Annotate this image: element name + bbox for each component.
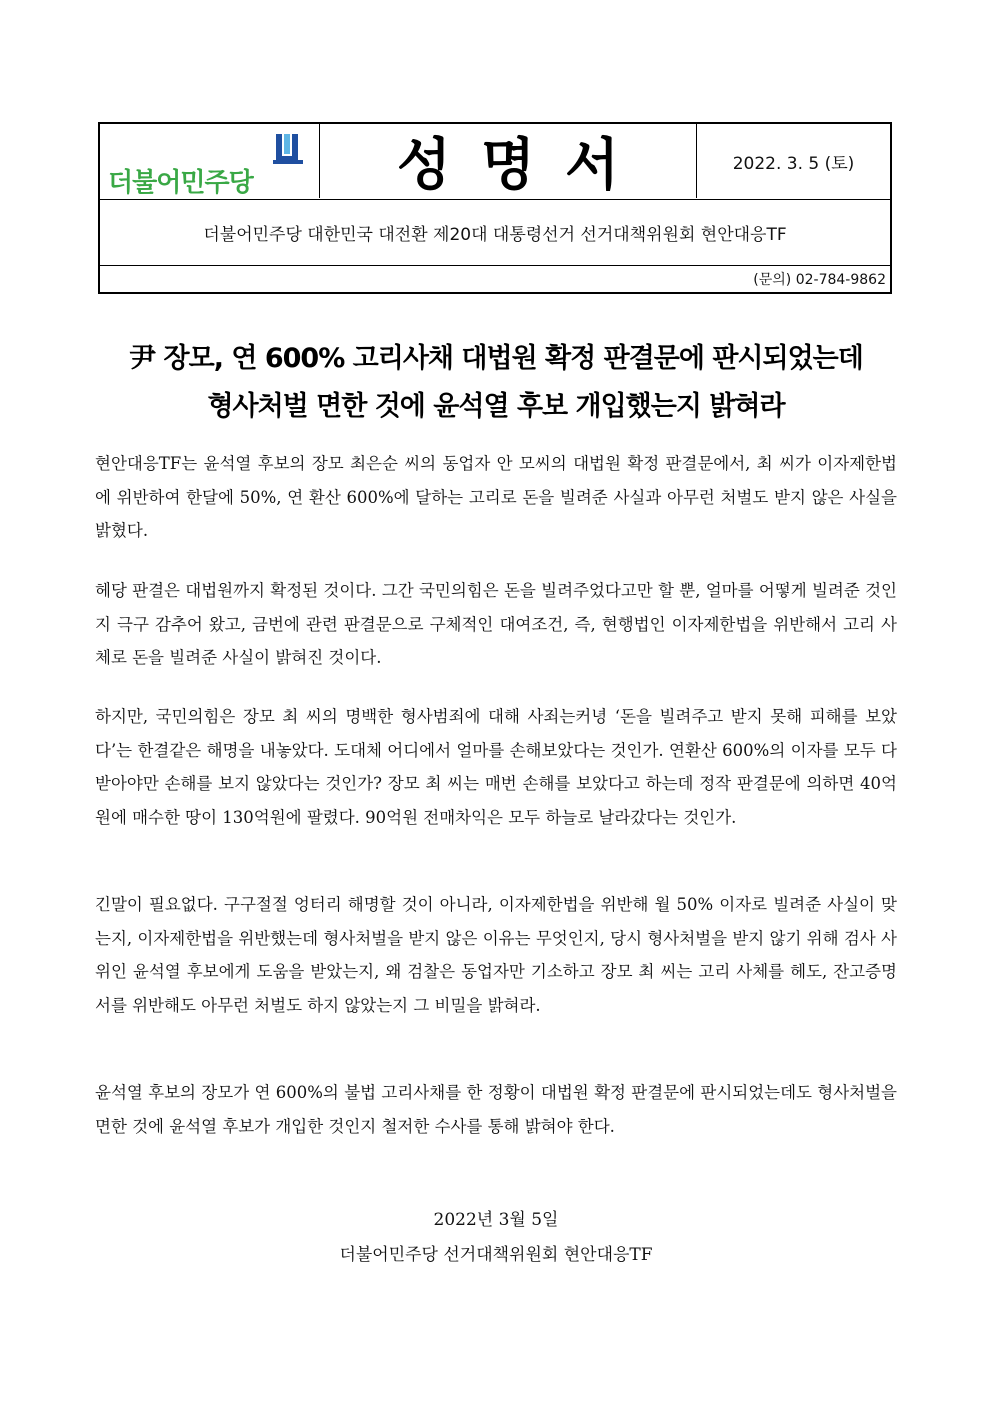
header-top-row: [100, 124, 890, 200]
header-table: [98, 122, 892, 294]
committee-name: 더불어민주당 대한민국 대전환 제20대 대통령선거 선거대책위원회 현안대응TF: [100, 200, 890, 266]
body-paragraph-1: 현안대응TF는 윤석열 후보의 장모 최은순 씨의 동업자 안 모씨의 대법원 확정 판결문에서, 최 씨가 이자제한법에 위반하여 한달에 50%, 연 환산 600%에 달하는 고리로 돈을 빌려준 사실과 아무런 처벌도 받지 않은 사실을 밝혔다.: [95, 454, 897, 540]
party-logo: [100, 124, 320, 198]
body-paragraph-5: 윤석열 후보의 장모가 연 600%의 불법 고리사채를 한 정황이 대법원 확정 판결문에 판시되었는데도 형사처벌을 면한 것에 윤석열 후보가 개입한 것인지 철저한 수사를 통해 밝혀야 한다.: [95, 1083, 897, 1136]
body-paragraph-4: 긴말이 필요없다. 구구절절 엉터리 해명할 것이 아니라, 이자제한법을 위반해 월 50% 이자로 빌려준 사실이 맞는지, 이자제한법을 위반했는데 형사처벌을 받지 않은 이유는 무엇인지, 당시 형사처벌을 받지 않기 위해 검사 사위인 윤석열 후보에게 도움을 받았는지, 왜 검찰은 동업자만 기소하고 장모 최 씨는 고리 사체를 헤도, 잔고증명서를 위반해도 아무런 처벌도 하지 않았는지 그 비밀을 밝혀라.: [95, 895, 897, 1015]
document-title: 성명서: [396, 133, 650, 198]
party-logo-icon: [273, 132, 303, 166]
headline-line-2: 형사처벌 면한 것에 윤석열 후보 개입했는지 밝혀라: [207, 391, 785, 422]
party-logo-text: 더불어민주당: [108, 168, 253, 198]
body-paragraph-3: 하지만, 국민의힘은 장모 최 씨의 명백한 형사범죄에 대해 사죄는커녕 ‘돈을 빌려주고 받지 못해 피해를 보았다’는 한결같은 해명을 내놓았다. 도대체 어디에서 얼마를 손해보았다는 것인가. 연환산 600%의 이자를 모두 다 받아야만 손해를 보지 않았다는 것인가? 장모 최 씨는 매번 손해를 보았다고 하는데 정작 판결문에 의하면 40억원에 매수한 땅이 130억원에 팔렸다. 90억원 전매차익은 모두 하늘로 날라갔다는 것인가.: [95, 707, 897, 827]
footer-organization: 더불어민주당 선거대책위원회 현안대응TF: [339, 1245, 653, 1265]
contact-info: (문의) 02-784-9862: [753, 272, 886, 288]
document-title-cell: [320, 124, 697, 198]
footer-date: 2022년 3월 5일: [433, 1210, 559, 1230]
body-paragraph-2: 헤당 판결은 대법원까지 확정된 것이다. 그간 국민의힘은 돈을 빌려주었다고만 할 뿐, 얼마를 어떻게 빌려준 것인지 극구 감추어 왔고, 금번에 관련 판결문으로 구체적인 대여조건, 즉, 현행법인 이자제한법을 위반해서 고리 사체로 돈을 빌려준 사실이 밝혀진 것이다.: [95, 581, 897, 667]
headline-line-1: 尹 장모, 연 600% 고리사채 대법원 확정 판결문에 판시되었는데: [129, 343, 863, 374]
issue-date: 2022. 3. 5 (토): [732, 153, 855, 174]
